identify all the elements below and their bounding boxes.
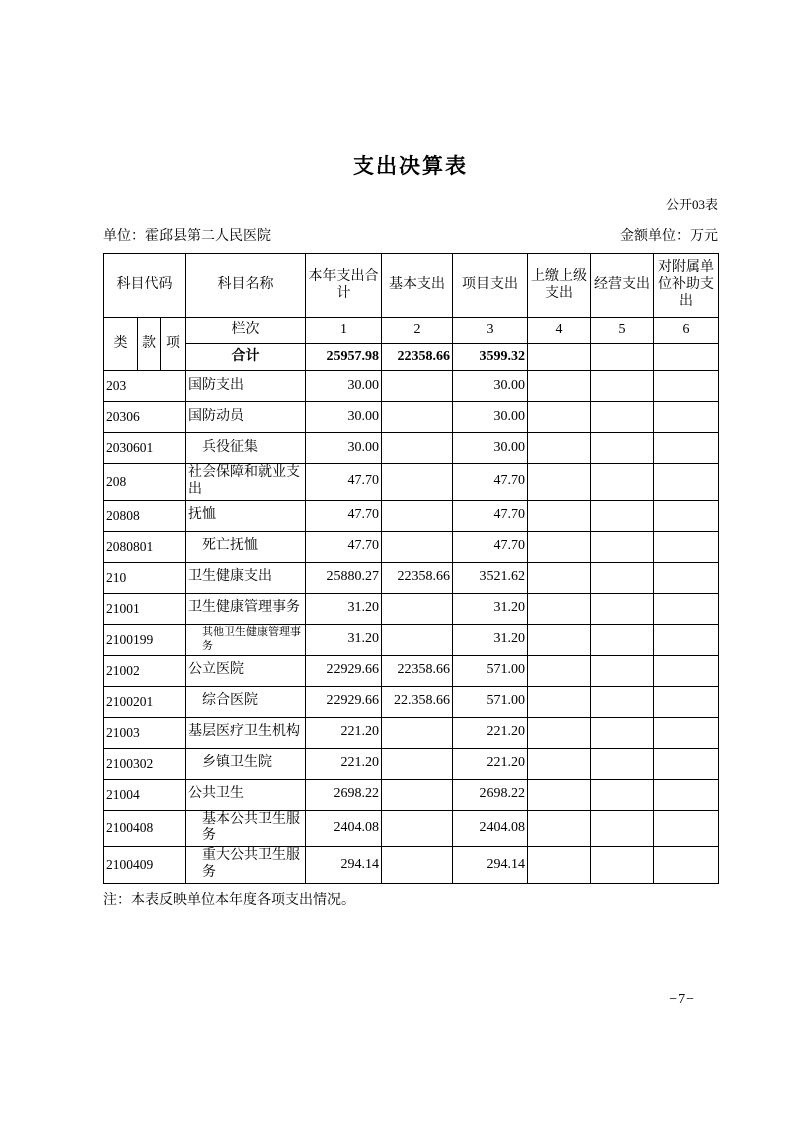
cell-upper [528,624,591,655]
cell-subsidy [654,779,719,810]
cell-subject-name: 国防支出 [186,371,306,402]
table-row [104,686,719,717]
cell-subsidy [654,686,719,717]
cell-basic [382,779,453,810]
cell-operating [591,593,654,624]
cell-subsidy [654,748,719,779]
cell-total: 47.70 [306,531,382,562]
cell-total: 31.20 [306,593,382,624]
cell-upper [528,371,591,402]
table-row [104,847,719,884]
cell-basic [382,433,453,464]
amount-unit-label: 金额单位：万元 [620,229,718,244]
table-row [104,748,719,779]
cell-project: 30.00 [453,433,528,464]
total-row-label: 合计 [186,344,306,371]
header-section: 款 [138,318,161,371]
cell-operating [591,562,654,593]
cell-subsidy [654,402,719,433]
cell-project: 2404.08 [453,810,528,847]
cell-total: 2698.22 [306,779,382,810]
cell-subject-code: 21004 [104,779,186,810]
cell-subject-name: 公共卫生 [186,779,306,810]
cell-upper [528,748,591,779]
total-cell-subsidy [654,344,719,371]
cell-subject-name: 死亡抚恤 [186,531,306,562]
table-row [104,433,719,464]
cell-subsidy [654,371,719,402]
table-row [104,371,719,402]
cell-total: 22929.66 [306,655,382,686]
total-cell-total: 25957.98 [306,344,382,371]
cell-basic [382,464,453,501]
cell-operating [591,717,654,748]
cell-operating [591,847,654,884]
cell-subject-code: 203 [104,371,186,402]
header-subject-name: 科目名称 [186,254,306,318]
cell-subject-name: 兵役征集 [186,433,306,464]
header-col-number-2: 2 [382,318,453,344]
cell-upper [528,500,591,531]
cell-subject-name: 其他卫生健康管理事务 [186,624,306,655]
cell-project: 3521.62 [453,562,528,593]
table-row [104,655,719,686]
cell-basic: 22358.66 [382,655,453,686]
cell-subsidy [654,810,719,847]
cell-operating [591,500,654,531]
cell-subject-name: 卫生健康支出 [186,562,306,593]
cell-upper [528,810,591,847]
header-row-2 [104,318,719,344]
header-row-1 [104,254,719,318]
cell-total: 221.20 [306,748,382,779]
cell-subsidy [654,531,719,562]
cell-basic: 22358.66 [382,562,453,593]
cell-subject-name: 乡镇卫生院 [186,748,306,779]
cell-basic [382,748,453,779]
cell-operating [591,531,654,562]
table-row [104,531,719,562]
header-col-total: 本年支出合计 [306,254,382,318]
cell-total: 22929.66 [306,686,382,717]
cell-subject-code: 210 [104,562,186,593]
cell-subject-name: 基本公共卫生服务 [186,810,306,847]
table-note: 注：本表反映单位本年度各项支出情况。 [103,892,355,908]
cell-total: 294.14 [306,847,382,884]
cell-subsidy [654,847,719,884]
cell-subject-code: 20306 [104,402,186,433]
cell-upper [528,593,591,624]
table-row [104,593,719,624]
total-cell-operating [591,344,654,371]
cell-subsidy [654,500,719,531]
table-row [104,624,719,655]
header-lanci: 栏次 [186,318,306,344]
meta-row [103,225,718,245]
cell-upper [528,717,591,748]
cell-project: 221.20 [453,748,528,779]
cell-subsidy [654,655,719,686]
cell-basic [382,371,453,402]
table-row [104,500,719,531]
cell-total: 47.70 [306,500,382,531]
cell-upper [528,531,591,562]
cell-operating [591,464,654,501]
header-col-number-4: 4 [528,318,591,344]
cell-upper [528,655,591,686]
header-col-number-1: 1 [306,318,382,344]
table-code-label: 公开03表 [665,197,718,212]
cell-subject-code: 2080801 [104,531,186,562]
cell-basic [382,593,453,624]
cell-operating [591,402,654,433]
cell-subject-name: 重大公共卫生服务 [186,847,306,884]
table-row [104,717,719,748]
cell-basic [382,531,453,562]
header-class: 类 [104,318,138,371]
cell-operating [591,748,654,779]
cell-basic [382,810,453,847]
cell-project: 571.00 [453,686,528,717]
cell-subject-name: 公立医院 [186,655,306,686]
cell-project: 294.14 [453,847,528,884]
cell-subsidy [654,624,719,655]
cell-operating [591,779,654,810]
cell-basic [382,500,453,531]
header-subject-code: 科目代码 [104,254,186,318]
table-row [104,464,719,501]
cell-subject-code: 2100302 [104,748,186,779]
cell-project: 31.20 [453,593,528,624]
header-col-number-5: 5 [591,318,654,344]
cell-subject-code: 2030601 [104,433,186,464]
cell-subject-name: 综合医院 [186,686,306,717]
cell-subject-name: 卫生健康管理事务 [186,593,306,624]
page-number: −7− [669,992,695,1007]
cell-subject-code: 2100409 [104,847,186,884]
unit-label: 单位：霍邱县第二人民医院 [103,229,271,244]
total-cell-project: 3599.32 [453,344,528,371]
cell-total: 30.00 [306,433,382,464]
header-item: 项 [161,318,186,371]
header-col-upper: 上缴上级支出 [528,254,591,318]
cell-subject-code: 21003 [104,717,186,748]
cell-upper [528,464,591,501]
cell-project: 47.70 [453,500,528,531]
cell-subsidy [654,464,719,501]
cell-upper [528,686,591,717]
cell-total: 31.20 [306,624,382,655]
header-col-basic: 基本支出 [382,254,453,318]
expenditure-table [103,253,719,884]
table-row [104,562,719,593]
cell-project: 221.20 [453,717,528,748]
total-cell-upper [528,344,591,371]
header-col-operating: 经营支出 [591,254,654,318]
cell-subsidy [654,433,719,464]
total-cell-basic: 22358.66 [382,344,453,371]
cell-operating [591,433,654,464]
cell-basic [382,624,453,655]
cell-project: 47.70 [453,531,528,562]
cell-subject-code: 2100201 [104,686,186,717]
cell-subject-code: 2100199 [104,624,186,655]
cell-project: 31.20 [453,624,528,655]
cell-total: 30.00 [306,402,382,433]
cell-basic [382,847,453,884]
cell-total: 47.70 [306,464,382,501]
header-col-project: 项目支出 [453,254,528,318]
cell-subject-name: 社会保障和就业支出 [186,464,306,501]
table-row [104,402,719,433]
cell-subject-code: 20808 [104,500,186,531]
cell-subject-name: 国防动员 [186,402,306,433]
cell-project: 47.70 [453,464,528,501]
table-row [104,779,719,810]
cell-basic: 22.358.66 [382,686,453,717]
cell-total: 30.00 [306,371,382,402]
cell-basic [382,402,453,433]
cell-subsidy [654,593,719,624]
header-col-number-6: 6 [654,318,719,344]
cell-subsidy [654,562,719,593]
cell-operating [591,655,654,686]
cell-project: 571.00 [453,655,528,686]
cell-operating [591,624,654,655]
cell-upper [528,562,591,593]
cell-subject-code: 21002 [104,655,186,686]
cell-total: 2404.08 [306,810,382,847]
cell-basic [382,717,453,748]
cell-project: 2698.22 [453,779,528,810]
cell-subject-code: 2100408 [104,810,186,847]
cell-project: 30.00 [453,371,528,402]
total-row [104,344,719,371]
cell-upper [528,402,591,433]
cell-operating [591,810,654,847]
cell-subject-code: 21001 [104,593,186,624]
header-col-number-3: 3 [453,318,528,344]
page-title: 支出决算表 [353,154,468,178]
cell-operating [591,686,654,717]
cell-total: 25880.27 [306,562,382,593]
cell-total: 221.20 [306,717,382,748]
cell-subsidy [654,717,719,748]
cell-subject-name: 抚恤 [186,500,306,531]
cell-subject-code: 208 [104,464,186,501]
header-col-subsidy: 对附属单位补助支出 [654,254,719,318]
table-row [104,810,719,847]
cell-project: 30.00 [453,402,528,433]
cell-subject-name: 基层医疗卫生机构 [186,717,306,748]
cell-operating [591,371,654,402]
cell-upper [528,433,591,464]
cell-upper [528,847,591,884]
cell-upper [528,779,591,810]
